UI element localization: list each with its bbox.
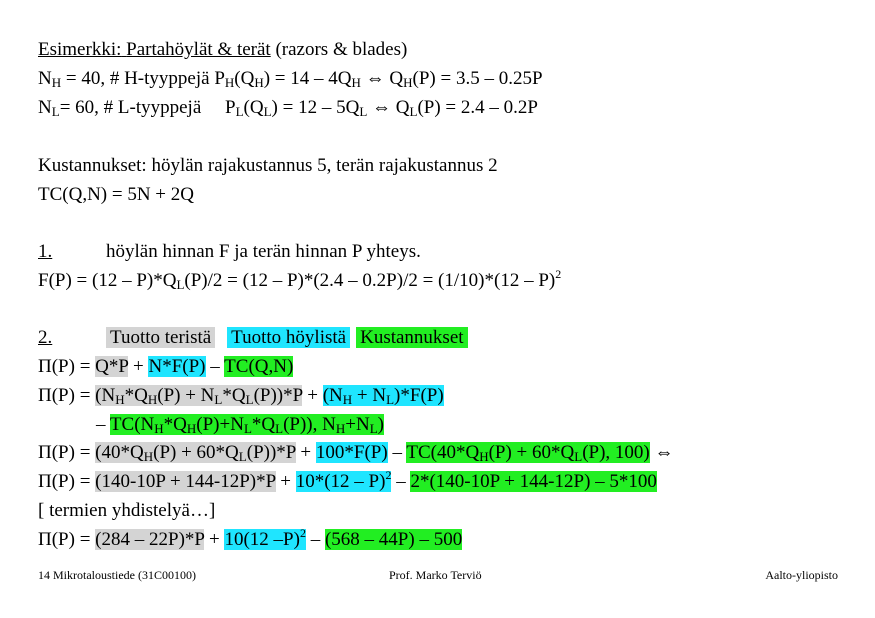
step2-line bbox=[38, 326, 468, 350]
slide-title bbox=[38, 38, 407, 62]
profit-eq-2-cont: – $TC(N_H*Q_H(P)+N_L*Q_L(P))$, $N_H+N_L$) bbox=[96, 414, 384, 436]
step1-number: 1. bbox=[38, 241, 53, 262]
step1-text: höylän hinnan F ja terän hinnan P yhteys. bbox=[106, 241, 421, 262]
profit-eq-3: $\Pi(P) = (40*Q_H(P) + 60*Q_L(P))*P + 100*F(P) - TC(40*Q_H(P) + 60*Q_L(P)$, 100) ⇔ bbox=[38, 442, 674, 464]
profit-eq-5: Π(P) = (284 – 22P)*P + 10(12 –P)$^2$ – (568 – 44P) – 500 bbox=[38, 526, 463, 550]
total-cost-line: TC(Q,N) = 5N + 2Q bbox=[38, 184, 194, 205]
profit-eq-4: Π(P) = (140-10P + 144-12P)*P + 10*(12 – P)$^2$ – 2*(140-10P + 144-12P) – 5*100 bbox=[38, 468, 657, 492]
legend-razors: Tuotto höylistä bbox=[227, 327, 350, 348]
footer-professor: Prof. Marko Terviö bbox=[389, 568, 482, 582]
line-nh: $N_H = 40$, # H-tyyppejä $P_H(Q_H) = 14 - 4Q_H$ ⇔ $Q_H(P) = 3.5 - 0.25P$ bbox=[38, 68, 543, 90]
title-english: (razors & blades) bbox=[275, 39, 408, 60]
combine-note: [ termien yhdistelyä…] bbox=[38, 500, 216, 521]
footer-course: 14 Mikrotaloustiede (31C00100) bbox=[38, 568, 196, 582]
title-label: Esimerkki: bbox=[38, 39, 122, 60]
legend-blades: Tuotto teristä bbox=[106, 327, 215, 348]
profit-eq-2: $\Pi(P) = (N_H*Q_H(P) + N_L*Q_L(P))*P + (N_H + N_L)*F(P)$ bbox=[38, 385, 444, 407]
legend-costs: Kustannukset bbox=[356, 327, 467, 348]
costs-line: Kustannukset: höylän rajakustannus 5, terän rajakustannus 2 bbox=[38, 155, 498, 176]
step1-line bbox=[38, 240, 421, 264]
line-nl: $N_L= 60$, # L-tyyppejä $P_L(Q_L) = 12 - 5Q_L$ ⇔ $Q_L(P) = 2.4 - 0.2P$ bbox=[38, 97, 538, 119]
profit-eq-1: Π(P) = Q*P + N*F(P) – TC(Q,N) bbox=[38, 356, 294, 377]
fp-line: $F(P) = (12 - P)*Q_L(P)/2 = (12 - P)*(2.4 - 0.2P)/2 = (1/10)*(12 - P)^2$ bbox=[38, 267, 562, 292]
footer-university: Aalto-yliopisto bbox=[765, 568, 838, 582]
title-topic: Partahöylät & terät bbox=[126, 39, 271, 60]
step2-number: 2. bbox=[38, 327, 53, 348]
equivalence-arrow: ⇔ bbox=[649, 442, 674, 463]
